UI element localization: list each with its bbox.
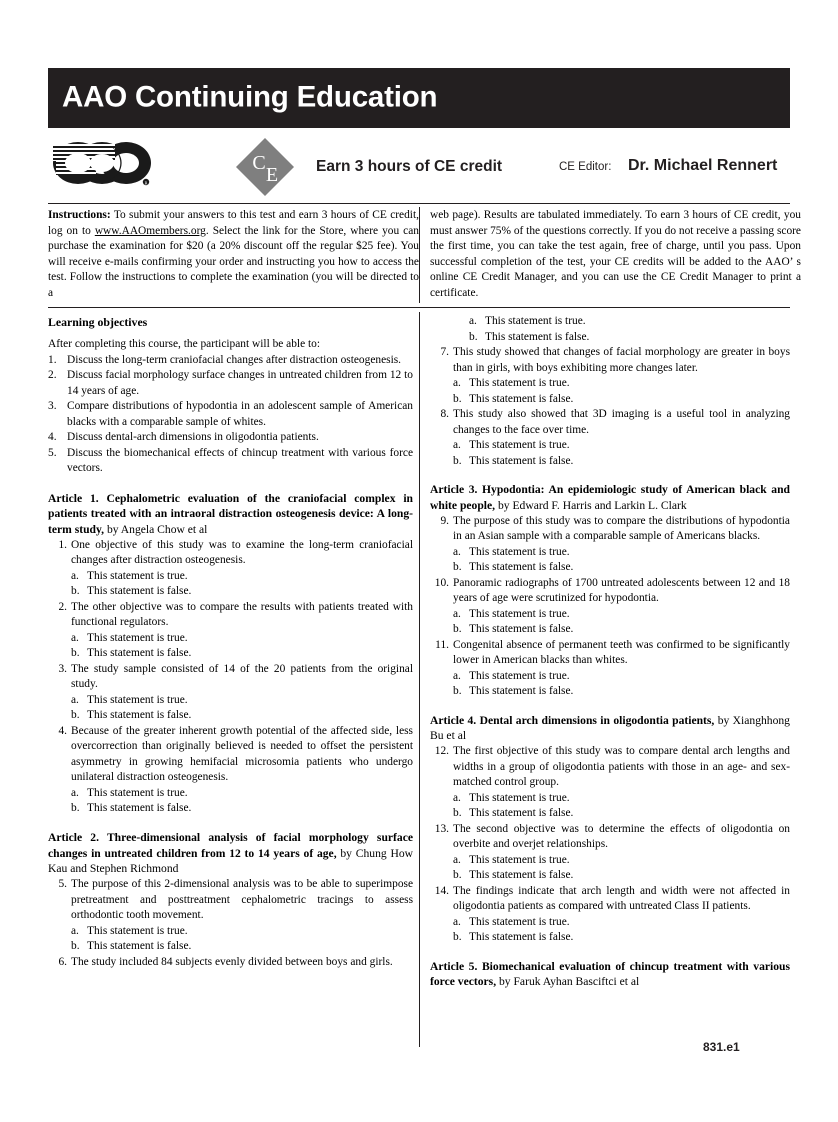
question-text: The study sample consisted of 14 of the 20 patients from the original study.	[71, 662, 413, 691]
answer-options	[453, 545, 790, 576]
answer-text: This statement is false.	[469, 561, 574, 574]
answer-label: a.	[469, 315, 477, 327]
answer-label: b.	[453, 869, 462, 882]
answer-text: This statement is false.	[469, 685, 574, 698]
instructions-text-before-url: To submit your answers to this test and earn 3 hours of CE credit, log on to	[48, 209, 419, 237]
question-text: The second objective was to determine the effects of oligodontia on overbite and overjet relationships.	[453, 822, 790, 851]
question-item	[430, 744, 790, 822]
answer-text: This statement is false.	[87, 709, 192, 722]
answer-text: This statement is false.	[485, 330, 590, 343]
article-byline: by Edward F. Harris and Larkin L. Clark	[495, 498, 687, 512]
answer-option-false[interactable]	[469, 330, 790, 346]
article-2-block	[48, 830, 413, 970]
question-number: 2.	[58, 600, 67, 613]
answer-text: This statement is true.	[87, 786, 188, 799]
answer-option-true[interactable]	[71, 631, 413, 647]
answer-options	[453, 915, 790, 946]
answer-option-false[interactable]	[71, 939, 413, 955]
article-title: Article 5. Biomechanical evaluation of chincup treatment with various force vectors,	[430, 959, 790, 989]
question-number: 13.	[434, 822, 449, 835]
column-divider-bottom	[419, 312, 420, 1047]
answer-options	[453, 669, 790, 700]
ce-editor-name: Dr. Michael Rennert	[628, 157, 778, 174]
question-text: Congenital absence of permanent teeth was confirmed to be significantly lower in American blacks than whites.	[453, 638, 790, 667]
answer-option-true[interactable]	[469, 314, 790, 330]
answer-text: This statement is true.	[469, 669, 570, 682]
aao-members-url[interactable]: www.AAOmembers.org	[94, 224, 206, 237]
article-4-heading	[430, 713, 790, 745]
article-byline: by Xianghhong Bu et al	[430, 713, 790, 743]
objective-number: 3.	[48, 400, 57, 413]
main-column-left	[48, 314, 413, 970]
answer-options	[453, 607, 790, 638]
answer-option-true[interactable]	[453, 438, 790, 454]
answer-option-true[interactable]	[453, 607, 790, 623]
article-byline: by Angela Chow et al	[104, 523, 208, 537]
answer-text: This statement is true.	[87, 631, 188, 644]
horizontal-rule-top	[48, 203, 790, 204]
question-number: 14.	[434, 884, 449, 897]
answer-option-true[interactable]	[453, 915, 790, 931]
question-number: 12.	[434, 745, 449, 758]
answer-label: a.	[71, 631, 79, 644]
objective-text: Discuss the long-term craniofacial changes after distraction osteogenesis.	[67, 353, 402, 366]
column-divider-top	[419, 207, 420, 303]
answer-text: This statement is true.	[469, 853, 570, 866]
objective-text: Discuss facial morphology surface changes in untreated children from 12 to 14 years of age.	[67, 369, 413, 397]
learning-objectives-section	[48, 314, 413, 477]
objective-text: Compare distributions of hypodontia in an adolescent sample of American blacks with a comparable sample of whites.	[67, 400, 413, 428]
instructions-column-left	[48, 208, 419, 301]
answer-label: a.	[453, 439, 461, 451]
question-number: 9.	[440, 514, 449, 527]
answer-option-false[interactable]	[71, 584, 413, 600]
answer-text: This statement is false.	[469, 623, 574, 636]
answer-option-false[interactable]	[71, 646, 413, 662]
answer-label: b.	[71, 585, 80, 598]
question-number: 8.	[440, 408, 449, 420]
answer-option-true[interactable]	[453, 791, 790, 807]
answer-text: This statement is true.	[469, 791, 570, 804]
list-item	[48, 430, 413, 446]
article-5-block	[430, 959, 790, 991]
answer-label: a.	[453, 545, 461, 558]
answer-label: a.	[71, 924, 79, 937]
instructions-paragraph	[48, 208, 419, 301]
header-logo-row	[48, 136, 790, 198]
question-item	[48, 662, 413, 724]
answer-label: b.	[71, 940, 80, 953]
answer-text: This statement is true.	[469, 915, 570, 928]
answer-text: This statement is false.	[469, 869, 574, 882]
question-item	[430, 884, 790, 946]
question-item	[430, 514, 790, 576]
question-text: The purpose of this study was to compare the distributions of hypodontia in an Asian sample with a comparable sample of Americans blacks.	[453, 514, 790, 543]
answer-options	[453, 376, 790, 407]
article-title: Article 3. Hypodontia: An epidemiologic study of American black and white people,	[430, 483, 790, 512]
answer-options	[71, 786, 413, 817]
answer-option-true[interactable]	[71, 924, 413, 940]
objective-text: Discuss dental-arch dimensions in oligodontia patients.	[67, 431, 319, 444]
list-item	[48, 446, 413, 477]
main-column-right	[430, 314, 790, 990]
answer-options	[71, 569, 413, 600]
article-3-block	[430, 482, 790, 700]
answer-text: This statement is true.	[485, 315, 586, 327]
answer-option-true[interactable]	[453, 545, 790, 561]
question-text: One objective of this study was to examine the long-term craniofacial changes after distraction osteogenesis.	[71, 538, 413, 567]
answer-text: This statement is true.	[87, 924, 188, 937]
answer-label: b.	[453, 561, 462, 574]
answer-label: b.	[453, 454, 462, 467]
objective-number: 4.	[48, 431, 57, 444]
question-text: The findings indicate that arch length and width were not affected in oligodontia patients as compared with untreated Class II patients.	[453, 884, 790, 913]
answer-text: This statement is true.	[469, 545, 570, 558]
answer-options	[71, 924, 413, 955]
question-item	[430, 638, 790, 700]
question-item	[48, 955, 413, 971]
answer-text: This statement is false.	[87, 647, 192, 660]
ce-editor-label: CE Editor:	[559, 161, 612, 173]
instructions-text-after-url: . Select the link for the Store, where you can purchase the examination for $20 (a 20% discount off the regular $25 fee). You will receive e-mails confirming your order and instructing you how to access the test. Follow the instructions to complete the examination (you will be directed to a	[48, 224, 419, 299]
article-title: Article 2. Three-dimensional analysis of facial morphology surface changes in untreated children from 12 to 14 years of age,	[48, 830, 413, 860]
answer-text: This statement is true.	[87, 693, 188, 706]
answer-label: b.	[453, 392, 462, 405]
question-item	[48, 877, 413, 955]
objective-number: 2.	[48, 369, 57, 382]
answer-options	[453, 853, 790, 884]
list-item	[48, 399, 413, 430]
earn-credit-text: Earn 3 hours of CE credit	[316, 158, 503, 175]
answer-options	[71, 631, 413, 662]
instructions-column-right	[430, 208, 801, 301]
question-number: 10.	[434, 576, 449, 589]
answer-text: This statement is true.	[469, 439, 570, 451]
learning-objectives-list	[48, 353, 413, 477]
question-number: 4.	[58, 724, 67, 737]
question-text: This study also showed that 3D imaging is a useful tool in analyzing changes to the face over time.	[453, 408, 790, 436]
answer-option-false[interactable]	[453, 868, 790, 884]
answer-label: a.	[453, 791, 461, 804]
answer-option-false[interactable]	[71, 801, 413, 817]
objective-number: 1.	[48, 353, 57, 366]
objective-text: Discuss the biomechanical effects of chincup treatment with various force vectors.	[67, 446, 413, 475]
list-item	[48, 353, 413, 369]
answer-text: This statement is false.	[469, 392, 574, 405]
answer-label: a.	[453, 669, 461, 682]
answer-label: a.	[71, 693, 79, 706]
answer-label: b.	[71, 802, 80, 815]
answer-label: a.	[453, 853, 461, 866]
masthead-banner	[48, 68, 790, 128]
svg-text:C: C	[252, 152, 266, 174]
answer-label: b.	[453, 623, 462, 636]
answer-option-false[interactable]	[453, 392, 790, 408]
question-item	[48, 724, 413, 817]
aao-logo-icon	[50, 138, 154, 188]
answer-option-false[interactable]	[453, 560, 790, 576]
question-text: Because of the greater inherent growth potential of the affected side, less overcorrection than originally believed is needed to offset the persistent asymmetry in growing hemifacial microsomia patients who undergo unilateral distraction osteogenesis.	[71, 724, 413, 784]
article-1-question-list	[48, 538, 413, 817]
answer-options	[71, 693, 413, 724]
answer-text: This statement is true.	[87, 569, 188, 582]
answer-label: b.	[71, 647, 80, 660]
answer-text: This statement is false.	[469, 454, 574, 467]
answer-label: b.	[453, 685, 462, 698]
answer-options	[453, 791, 790, 822]
answer-options-q6-continued	[430, 314, 790, 345]
answer-option-true[interactable]	[71, 569, 413, 585]
article-1-heading	[48, 491, 413, 538]
instructions-continued: web page). Results are tabulated immediately. To earn 3 hours of CE credit, you must answer 75% of the questions correctly. If you do not receive a passing score the first time, you can take the test again, free of charge, until you pass. Upon successful completion of the test, your CE credits will be added to the AAO’ s online CE Credit Manager, and you can use the CE Credit Manager to print a certificate.	[430, 209, 801, 299]
svg-text:E: E	[265, 164, 279, 186]
learning-objectives-lead-in: After completing this course, the participant will be able to:	[48, 338, 321, 351]
question-item	[430, 407, 790, 469]
answer-label: b.	[469, 330, 478, 343]
horizontal-rule-middle	[48, 307, 790, 308]
article-2-heading	[48, 830, 413, 877]
answer-text: This statement is true.	[469, 377, 570, 389]
article-title: Article 1. Cephalometric evaluation of the craniofacial complex in patients treated with an intraoral distraction osteogenesis device: A long-term study,	[48, 491, 413, 537]
question-item	[430, 576, 790, 638]
answer-text: This statement is false.	[469, 807, 574, 820]
answer-label: b.	[71, 709, 80, 722]
article-byline: by Chung How Kau and Stephen Richmond	[48, 846, 413, 876]
question-number: 7.	[440, 346, 449, 358]
question-text: The purpose of this 2-dimensional analysis was to be able to superimpose pretreatment and posttreatment cephalometric tracings to assess orthodontic tooth movement.	[71, 878, 413, 922]
learning-objectives-heading: Learning objectives	[48, 315, 148, 329]
ce-diamond-icon	[234, 136, 296, 198]
answer-option-false[interactable]	[453, 622, 790, 638]
question-number: 1.	[58, 538, 67, 551]
page-number: 831.e1	[703, 1040, 740, 1054]
answer-option-false[interactable]	[71, 708, 413, 724]
answer-option-true[interactable]	[453, 853, 790, 869]
answer-label: a.	[71, 569, 79, 582]
answer-option-true[interactable]	[71, 693, 413, 709]
article-5-heading	[430, 959, 790, 991]
question-text: Panoramic radiographs of 1700 untreated adolescents between 12 and 18 years of age were scrutinized for hypodontia.	[453, 576, 790, 605]
question-item	[48, 600, 413, 662]
answer-option-false[interactable]	[453, 806, 790, 822]
list-item	[48, 368, 413, 399]
objective-number: 5.	[48, 446, 57, 459]
article-2-question-list-right	[430, 345, 790, 469]
answer-label: a.	[453, 607, 461, 620]
article-4-block	[430, 713, 790, 946]
article-2-question-list-left	[48, 877, 413, 970]
answer-label: a.	[71, 786, 79, 799]
answer-text: This statement is true.	[469, 607, 570, 620]
article-byline: by Faruk Ayhan Basciftci et al	[496, 975, 640, 989]
answer-text: This statement is false.	[87, 802, 192, 815]
page-title: AAO Continuing Education	[62, 80, 438, 114]
answer-option-false[interactable]	[453, 454, 790, 470]
answer-option-true[interactable]	[453, 669, 790, 685]
answer-text: This statement is false.	[469, 931, 574, 944]
article-3-question-list	[430, 514, 790, 700]
answer-option-true[interactable]	[71, 786, 413, 802]
answer-label: a.	[453, 377, 461, 389]
question-number: 11.	[435, 638, 449, 651]
question-text: The study included 84 subjects evenly divided between boys and girls.	[71, 955, 393, 968]
instructions-label: Instructions:	[48, 209, 111, 221]
answer-label: b.	[453, 931, 462, 944]
answer-option-false[interactable]	[453, 684, 790, 700]
question-item	[430, 822, 790, 884]
question-number: 6.	[58, 955, 67, 968]
answer-label: b.	[453, 807, 462, 820]
answer-option-false[interactable]	[453, 930, 790, 946]
question-text: The first objective of this study was to compare dental arch lengths and widths in a group of oligodontia patients with those in an age- and sex-matched control group.	[453, 745, 790, 789]
answer-text: This statement is false.	[87, 940, 192, 953]
article-4-question-list	[430, 744, 790, 946]
answer-options	[453, 438, 790, 469]
article-title: Article 4. Dental arch dimensions in oligodontia patients,	[430, 713, 715, 727]
question-number: 5.	[58, 878, 67, 891]
article-1-block	[48, 491, 413, 817]
question-item	[430, 345, 790, 407]
question-text: The other objective was to compare the results with patients treated with functional regulators.	[71, 600, 413, 629]
article-3-heading	[430, 482, 790, 514]
question-item	[48, 538, 413, 600]
answer-text: This statement is false.	[87, 585, 192, 598]
question-text: This study showed that changes of facial morphology are greater in boys than in girls, with boys exhibiting more changes later.	[453, 346, 790, 374]
answer-label: a.	[453, 915, 461, 928]
question-number: 3.	[58, 662, 67, 675]
svg-text:R: R	[144, 180, 148, 186]
answer-option-true[interactable]	[453, 376, 790, 392]
